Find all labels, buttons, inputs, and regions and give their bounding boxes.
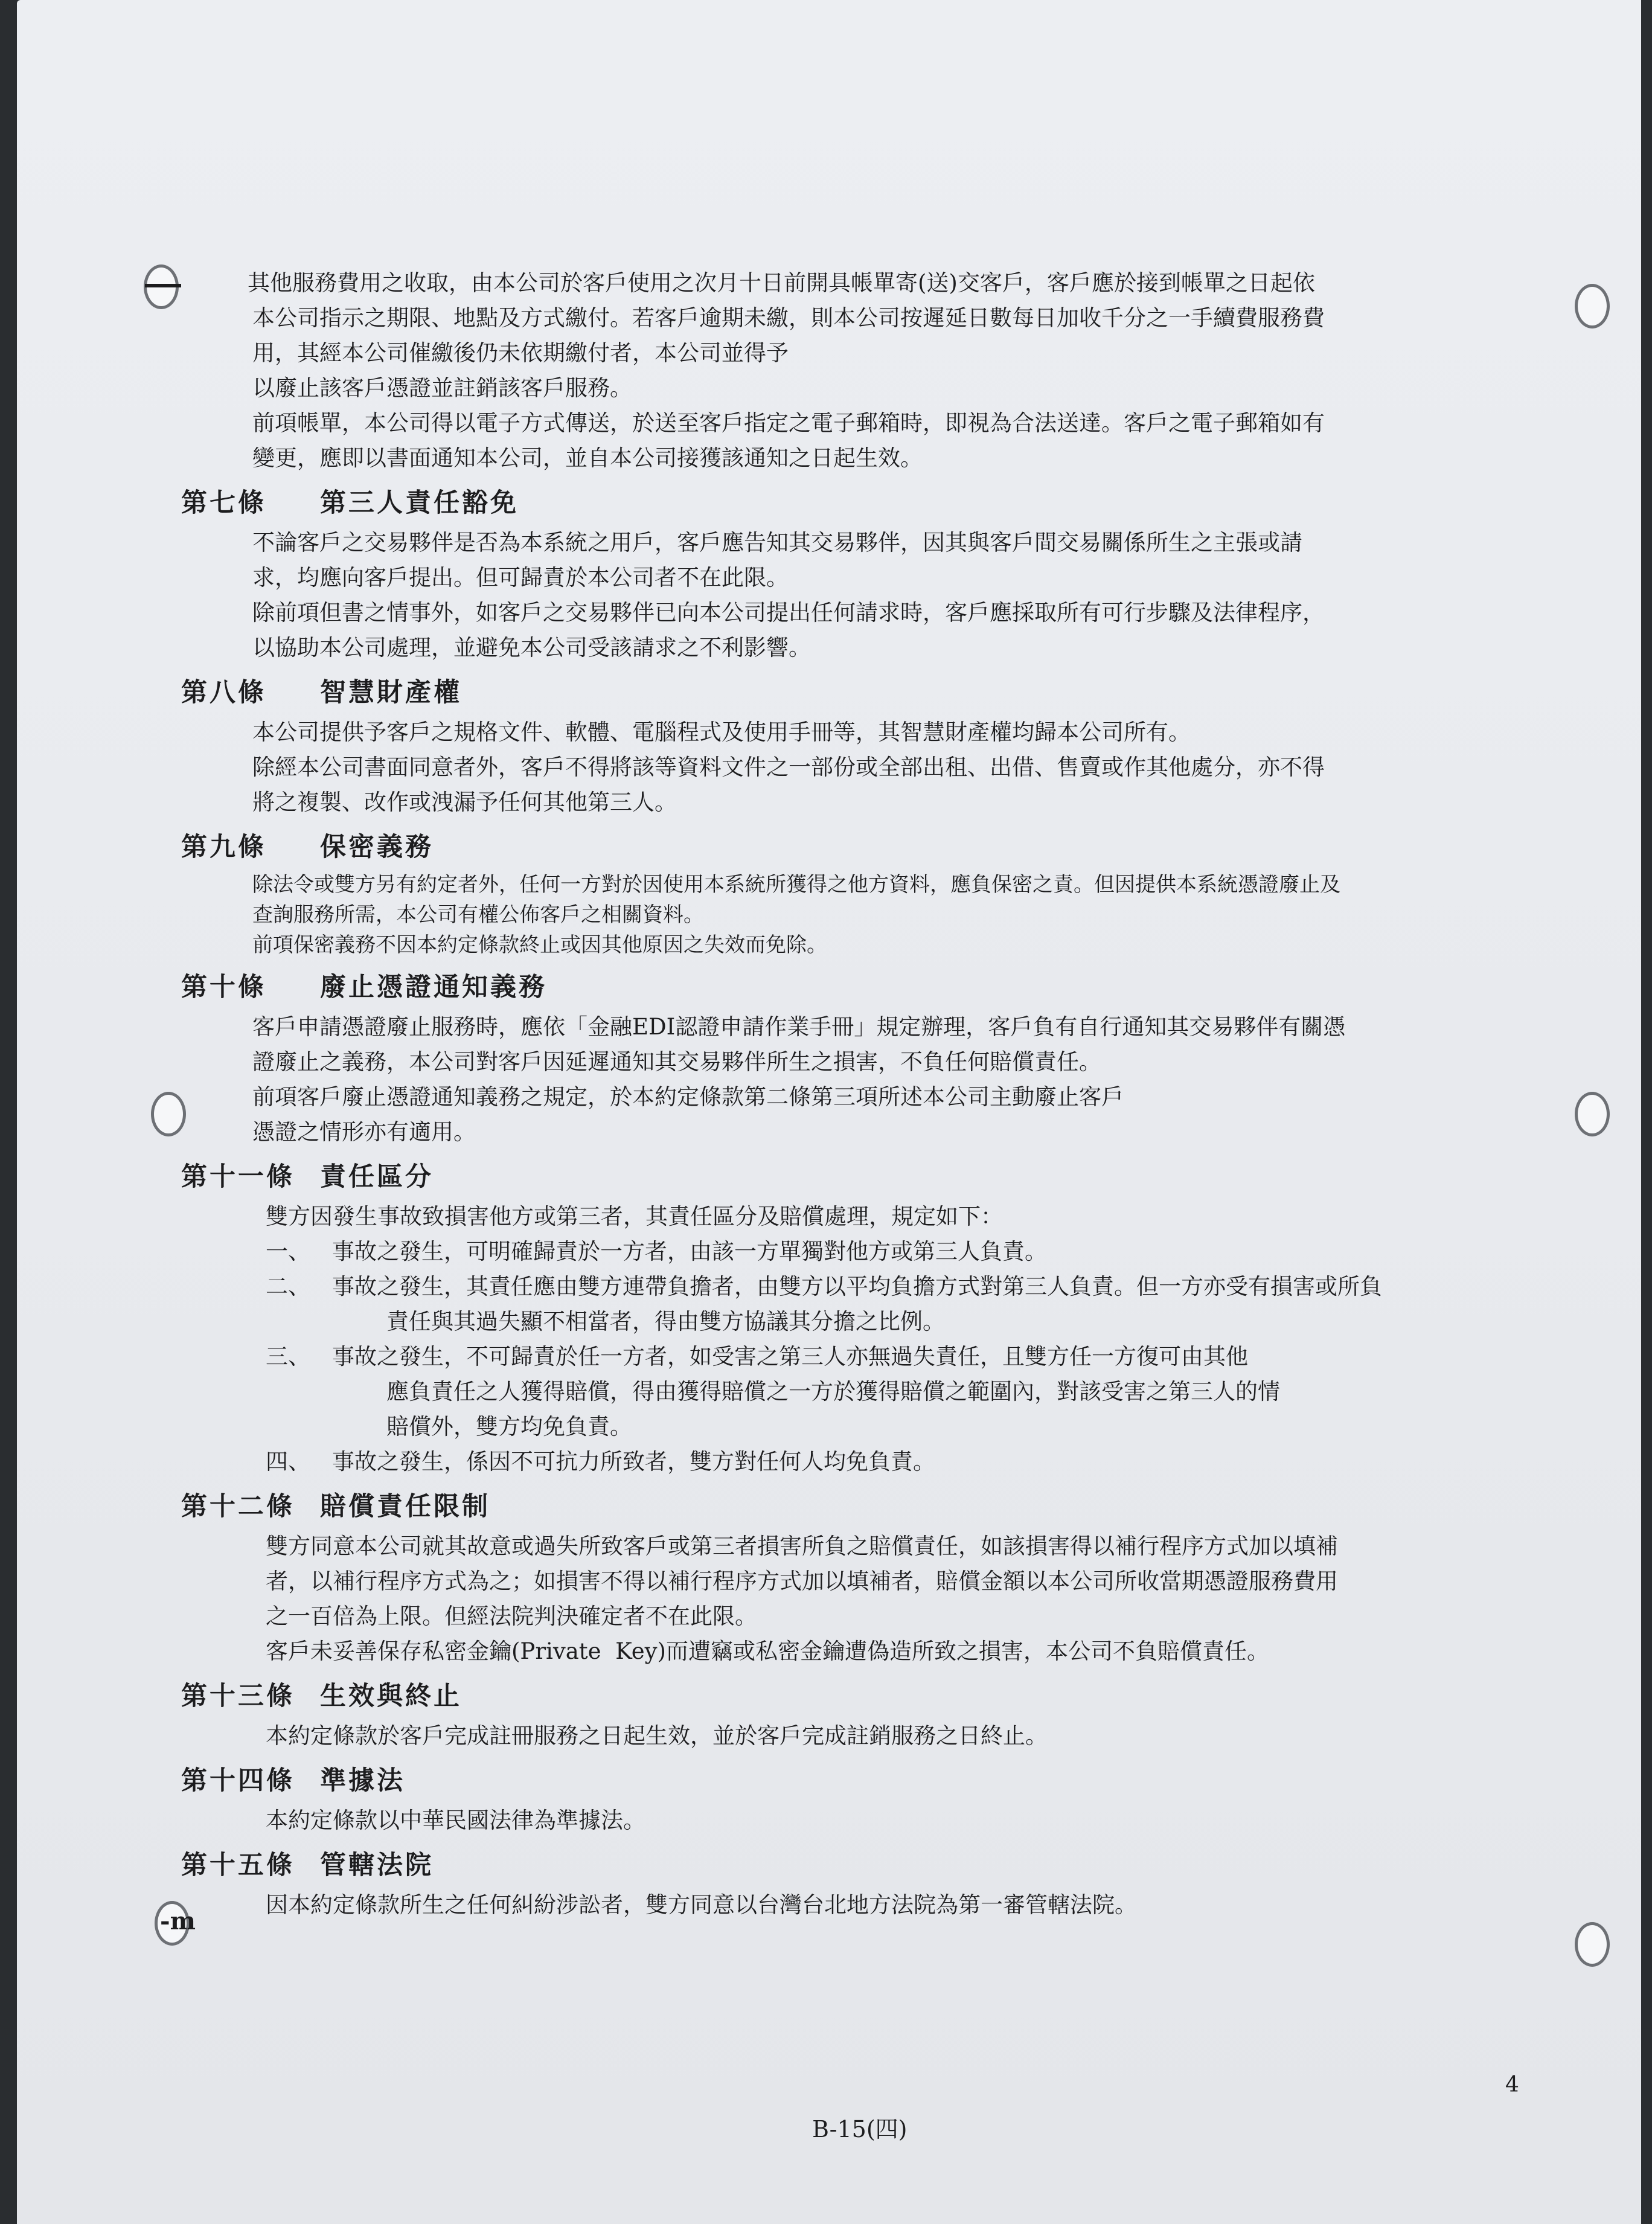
item-marker: 四、 bbox=[266, 1449, 310, 1475]
text-line: 事故之發生，係因不可抗力所致者，雙方對任何人均免負責。 bbox=[332, 1449, 935, 1475]
article-heading-10 bbox=[181, 969, 1467, 1006]
text-line: 雙方同意本公司就其故意或過失所致客戶或第三者損害所負之賠償責任，如該損害得以補行程序方式加以填補 bbox=[266, 1533, 1338, 1559]
article-12-paragraph-1 bbox=[266, 1529, 1467, 1634]
article-title: 準據法 bbox=[320, 1766, 405, 1796]
article-11-item-1 bbox=[266, 1234, 1467, 1269]
article-8-paragraph-1 bbox=[252, 715, 1467, 750]
article-heading-12 bbox=[181, 1488, 1467, 1525]
text-line: 責任與其過失顯不相當者，得由雙方協議其分擔之比例。 bbox=[386, 1309, 945, 1335]
article-7-paragraph-1 bbox=[252, 525, 1467, 595]
text-line: 本約定條款於客戶完成註冊服務之日起生效，並於客戶完成註銷服務之日終止。 bbox=[266, 1723, 1048, 1749]
article-number: 第十二條 bbox=[181, 1492, 295, 1522]
article-title: 責任區分 bbox=[320, 1162, 434, 1192]
text-line: 前項保密義務不因本約定條款終止或因其他原因之失效而免除。 bbox=[252, 933, 827, 957]
item-marker: 三、 bbox=[266, 1344, 310, 1370]
item-marker: 一、 bbox=[266, 1239, 310, 1264]
article-heading-13 bbox=[181, 1678, 1467, 1715]
article-title: 第三人責任豁免 bbox=[320, 488, 519, 518]
article-number: 第九條 bbox=[181, 832, 266, 862]
text-line: 客戶未妥善保存私密金鑰(Private Key)而遭竊或私密金鑰遭偽造所致之損害，本公司不負賠償責任。 bbox=[266, 1638, 1269, 1664]
article-title: 廢止憑證通知義務 bbox=[320, 972, 547, 1002]
text-line: 前項客戶廢止憑證通知義務之規定，於本約定條款第二條第三項所述本公司主動廢止客戶 bbox=[252, 1084, 1124, 1110]
text-line: 賠償外，雙方均免負責。 bbox=[386, 1414, 632, 1440]
article-number: 第十條 bbox=[181, 972, 266, 1002]
article-13-paragraph-1 bbox=[266, 1719, 1467, 1754]
article-title: 管轄法院 bbox=[320, 1850, 434, 1880]
article-10-paragraph-2 bbox=[252, 1080, 1467, 1150]
intro-paragraph-1 bbox=[248, 266, 1467, 406]
text-line: 以廢止該客戶憑證並註銷該客戶服務。 bbox=[252, 375, 632, 401]
text-line: 求，均應向客戶提出。但可歸責於本公司者不在此限。 bbox=[252, 565, 789, 591]
punch-hole-middle-right bbox=[1575, 1092, 1610, 1136]
article-heading-9 bbox=[181, 828, 1467, 866]
text-line: 本公司指示之期限、地點及方式繳付。若客戶逾期未繳，則本公司按遲延日數每日加收千分之一手續費服務費 bbox=[252, 305, 1325, 331]
article-11-item-3 bbox=[266, 1339, 1467, 1444]
text-line: 除前項但書之情事外，如客戶之交易夥伴已向本公司提出任何請求時，客戶應採取所有可行步驟及法律程序， bbox=[252, 600, 1325, 626]
article-heading-14 bbox=[181, 1762, 1467, 1799]
text-line: 其他服務費用之收取，由本公司於客戶使用之次月十日前開具帳單寄(送)交客戶，客戶應於接到帳單之日起依 bbox=[248, 270, 1315, 296]
article-9-paragraph-2 bbox=[252, 930, 1467, 960]
article-heading-11 bbox=[181, 1158, 1467, 1196]
article-number: 第十五條 bbox=[181, 1850, 295, 1880]
article-number: 第八條 bbox=[181, 678, 266, 708]
text-line: 事故之發生，其責任應由雙方連帶負擔者，由雙方以平均負擔方式對第三人負責。但一方亦受有損害或所負 bbox=[332, 1274, 1382, 1299]
text-line: 變更，應即以書面通知本公司，並自本公司接獲該通知之日起生效。 bbox=[252, 445, 923, 471]
text-line: 本約定條款以中華民國法律為準據法。 bbox=[266, 1807, 645, 1833]
text-line: 用，其經本公司催繳後仍未依期繳付者，本公司並得予 bbox=[252, 340, 789, 366]
article-12-paragraph-2 bbox=[266, 1634, 1467, 1669]
article-11-item-2 bbox=[266, 1269, 1467, 1339]
margin-handwritten-mark: -m bbox=[160, 1907, 196, 1935]
text-line: 者，以補行程序方式為之；如損害不得以補行程序方式加以填補者，賠償金額以本公司所收當期憑證服務費用 bbox=[266, 1568, 1338, 1594]
footer-document-code: B-15(四) bbox=[812, 2116, 908, 2142]
text-line: 查詢服務所需，本公司有權公佈客戶之相關資料。 bbox=[252, 903, 704, 927]
item-marker: 二、 bbox=[266, 1274, 310, 1299]
text-line: 憑證之情形亦有適用。 bbox=[252, 1119, 476, 1145]
article-heading-8 bbox=[181, 674, 1467, 711]
text-line: 將之複製、改作或洩漏予任何其他第三人。 bbox=[252, 789, 677, 815]
text-line: 以協助本公司處理，並避免本公司受該請求之不利影響。 bbox=[252, 635, 811, 661]
text-line: 應負責任之人獲得賠償，得由獲得賠償之一方於獲得賠償之範圍內，對該受害之第三人的情 bbox=[386, 1379, 1280, 1405]
article-11-item-4 bbox=[266, 1444, 1467, 1479]
document-body bbox=[181, 266, 1467, 1923]
text-line: 因本約定條款所生之任何糾紛涉訟者，雙方同意以台灣台北地方法院為第一審管轄法院。 bbox=[266, 1892, 1137, 1918]
punch-hole-bottom-right bbox=[1575, 1922, 1610, 1967]
text-line: 之一百倍為上限。但經法院判決確定者不在此限。 bbox=[266, 1603, 757, 1629]
text-line: 除經本公司書面同意者外，客戶不得將該等資料文件之一部份或全部出租、出借、售賣或作其他處分，亦不得 bbox=[252, 754, 1325, 780]
article-10-paragraph-1 bbox=[252, 1010, 1467, 1080]
article-number: 第十一條 bbox=[181, 1162, 295, 1192]
article-15-paragraph-1 bbox=[266, 1888, 1467, 1923]
text-line: 雙方因發生事故致損害他方或第三者，其責任區分及賠償處理，規定如下： bbox=[266, 1203, 1003, 1229]
article-title: 生效與終止 bbox=[320, 1681, 462, 1711]
article-14-paragraph-1 bbox=[266, 1803, 1467, 1838]
punch-hole-top-right bbox=[1575, 284, 1610, 328]
text-line: 除法令或雙方另有約定者外，任何一方對於因使用本系統所獲得之他方資料，應負保密之責。但因提供本系統憑證廢止及 bbox=[252, 873, 1340, 897]
text-line: 前項帳單，本公司得以電子方式傳送，於送至客戶指定之電子郵箱時，即視為合法送達。客戶之電子郵箱如有 bbox=[252, 410, 1325, 436]
text-line: 客戶申請憑證廢止服務時，應依「金融EDI認證申請作業手冊」規定辦理，客戶負有自行通知其交易夥伴有關憑 bbox=[252, 1014, 1346, 1040]
text-line: 事故之發生，可明確歸責於一方者，由該一方單獨對他方或第三人負責。 bbox=[332, 1239, 1047, 1264]
article-title: 保密義務 bbox=[320, 832, 434, 862]
article-title: 賠償責任限制 bbox=[320, 1492, 490, 1522]
text-line: 證廢止之義務，本公司對客戶因延遲通知其交易夥伴所生之損害，不負任何賠償責任。 bbox=[252, 1049, 1101, 1075]
intro-paragraph-2 bbox=[252, 406, 1467, 476]
text-line: 不論客戶之交易夥伴是否為本系統之用戶，客戶應告知其交易夥伴，因其與客戶間交易關係所生之主張或請 bbox=[252, 530, 1302, 556]
article-heading-7 bbox=[181, 484, 1467, 522]
article-heading-15 bbox=[181, 1847, 1467, 1884]
article-7-paragraph-2 bbox=[252, 595, 1467, 665]
margin-dash-mark bbox=[145, 284, 181, 287]
text-line: 本公司提供予客戶之規格文件、軟體、電腦程式及使用手冊等，其智慧財產權均歸本公司所有。 bbox=[252, 719, 1191, 745]
article-number: 第十四條 bbox=[181, 1766, 295, 1796]
article-number: 第七條 bbox=[181, 488, 266, 518]
article-8-paragraph-2 bbox=[252, 750, 1467, 820]
article-number: 第十三條 bbox=[181, 1681, 295, 1711]
text-line: 事故之發生，不可歸責於任一方者，如受害之第三人亦無過失責任，且雙方任一方復可由其他 bbox=[332, 1344, 1248, 1370]
page-number: 4 bbox=[1505, 2072, 1519, 2097]
article-11-lead bbox=[266, 1199, 1467, 1234]
article-title: 智慧財產權 bbox=[320, 678, 462, 708]
article-9-paragraph-1 bbox=[252, 870, 1467, 930]
